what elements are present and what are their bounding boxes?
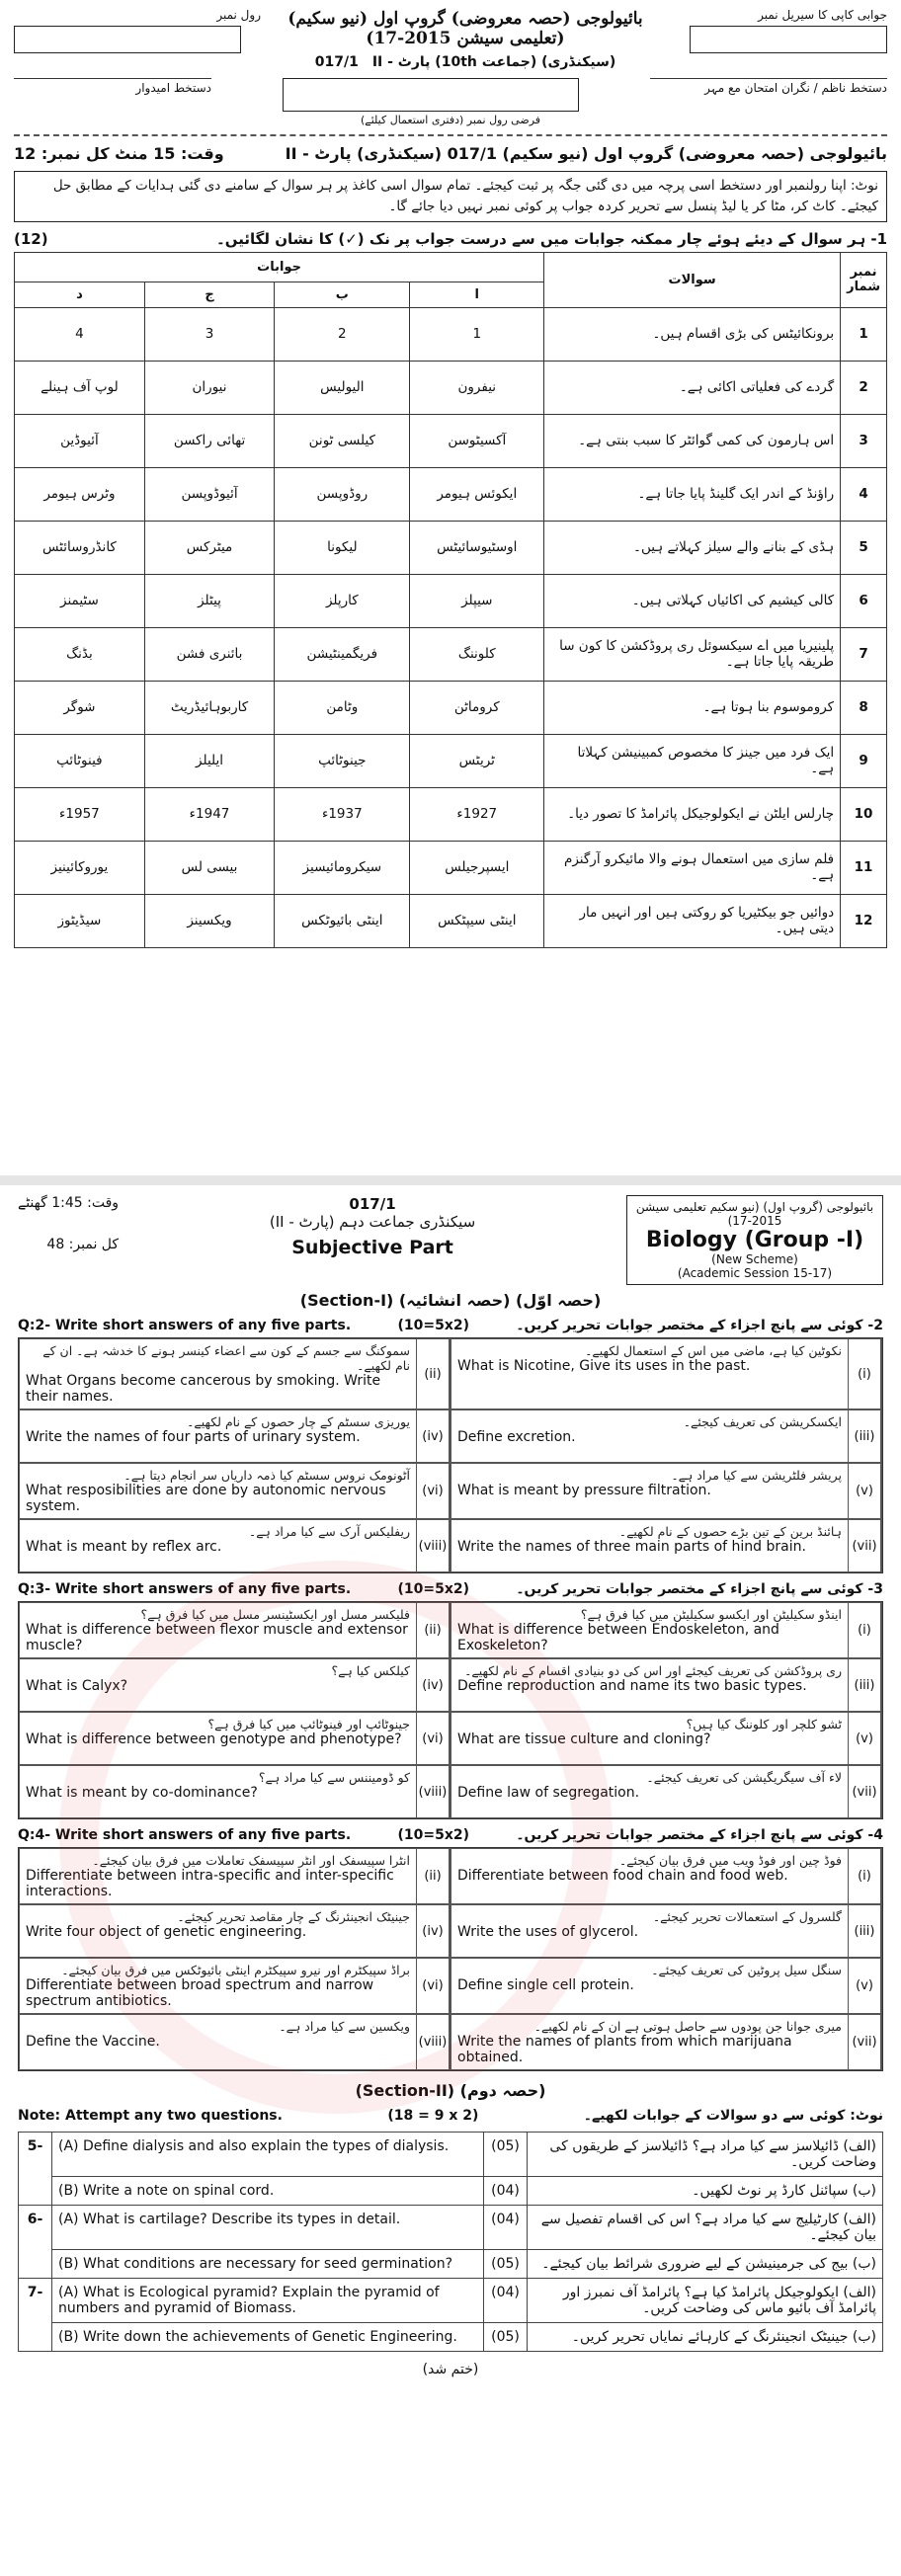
section-1-title: (Section-I) (حصہ انشائیہ) (حصہ اوّل)	[299, 1291, 602, 1310]
candidate-signature[interactable]: دستخط امیدوار	[14, 78, 211, 95]
short-question-text	[20, 1713, 416, 1764]
question-urdu: ری پروڈکشن کی تعریف کیجئے اور اس کی دو بنیادی اقسام کے نام لکھیے۔	[464, 1663, 842, 1678]
short-question-text	[20, 1766, 416, 1817]
mcq-option-b[interactable]: جینوٹائپ	[275, 734, 410, 787]
short-question-text	[20, 1905, 416, 1957]
q3-header-ur: 3- کوئی سے پانچ اجزاء کے مختصر جوابات تحریر کریں۔	[516, 1581, 883, 1597]
short-question	[19, 1338, 450, 1409]
short-question	[450, 1765, 882, 1818]
question-number: (viii)	[416, 1766, 450, 1817]
question-english: What Organs become cancerous by smoking. Write their names.	[26, 1373, 381, 1405]
short-question-text	[451, 1713, 848, 1764]
question-english: Write four object of genetic engineering.	[26, 1924, 307, 1940]
short-question	[450, 1338, 882, 1409]
q3-header-marks: (10=5x2)	[397, 1581, 470, 1597]
long-question-urdu: (ب) جینیٹک انجینئرنگ کے کارہائے نمایاں تحریر کریں۔	[528, 2323, 883, 2352]
mcq-option-b[interactable]: 2	[275, 307, 410, 361]
mcq-option-a[interactable]: اینٹی سیپٹکس	[410, 894, 544, 947]
q2-header	[18, 1318, 883, 1333]
long-questions-table	[18, 2132, 883, 2352]
subject-title: Biology (Group -I)	[645, 1228, 864, 1252]
q3-header-en: Q:3- Write short answers of any five parts.	[18, 1581, 352, 1597]
long-question-urdu: (ب) سپائنل کارڈ پر نوٹ لکھیں۔	[528, 2177, 883, 2206]
q4-header-ur: 4- کوئی سے پانچ اجزاء کے مختصر جوابات تحریر کریں۔	[516, 1827, 883, 1843]
question-english: Differentiate between broad spectrum and narrow spectrum antibiotics.	[26, 1977, 374, 2009]
mcq-option-a[interactable]: 1	[410, 307, 544, 361]
header-c: ج	[144, 282, 274, 307]
short-question-text	[20, 1339, 416, 1409]
long-question-marks: (05)	[484, 2323, 528, 2352]
question-urdu: سنگل سیل پروٹین کی تعریف کیجئے۔	[651, 1963, 842, 1977]
question-english: What is difference between Endoskeleton, and Exoskeleton?	[457, 1622, 779, 1653]
question-english: What is difference between genotype and phenotype?	[26, 1731, 402, 1747]
q1-instruction: 1- ہر سوال کے دیئے ہوئے چار ممکنہ جوابات میں سے درست جواب پر نک (✓) کا نشان لگائیں۔	[215, 229, 887, 248]
short-question-text	[451, 1410, 848, 1462]
mcq-option-b[interactable]: اینٹی بائیوٹکس	[275, 894, 410, 947]
section-2-note	[18, 2108, 883, 2124]
question-number: (v)	[848, 1464, 881, 1518]
mcq-row	[15, 467, 887, 521]
subjective-header	[18, 1195, 883, 1285]
class-line: (سیکنڈری) (جماعت 10th) پارٹ - II	[371, 54, 616, 70]
question-number: (i)	[848, 1603, 881, 1657]
mcq-number: 10	[841, 787, 887, 841]
long-question-marks: (04)	[484, 2177, 528, 2206]
question-urdu: یوریزی سسٹم کے چار حصوں کے نام لکھیے۔	[187, 1414, 410, 1429]
mcq-option-c[interactable]: ویکسینز	[144, 894, 274, 947]
question-english: Write the names of four parts of urinary system.	[26, 1429, 361, 1445]
long-question-urdu: (الف) ایکولوجیکل پائرامڈ کیا ہے؟ پائرامڈ آف نمبرز اور پائرامڈ آف بائیو ماس کی وضاحت کریں۔	[528, 2279, 883, 2323]
mcq-option-d[interactable]: سٹیمنز	[15, 574, 145, 627]
question-urdu: جینوٹائپ اور فینوٹائپ میں کیا فرق ہے؟	[207, 1717, 410, 1731]
mcq-option-c[interactable]: بیسی لس	[144, 841, 274, 894]
mcq-option-d[interactable]: فینوٹائپ	[15, 734, 145, 787]
question-urdu: کیلکس کیا ہے؟	[331, 1663, 410, 1678]
short-question	[450, 2014, 882, 2070]
mcq-option-c[interactable]: ایلیلز	[144, 734, 274, 787]
question-number: (iv)	[416, 1659, 450, 1711]
question-english: What is meant by reflex arc.	[26, 1539, 222, 1555]
paper-code: 017/1	[314, 54, 359, 70]
question-urdu: آٹونومک نروس سسٹم کیا ذمہ داریاں سر انجام دیتا ہے۔	[123, 1468, 410, 1483]
question-english: What is Calyx?	[26, 1678, 128, 1694]
short-question-text	[451, 1905, 848, 1957]
mcq-row	[15, 681, 887, 734]
question-urdu: ٹشو کلچر اور کلوننگ کیا ہیں؟	[686, 1717, 842, 1731]
mcq-question: فلم سازی میں استعمال ہونے والا مائیکرو آرگنزم ہے۔	[544, 841, 841, 894]
short-question	[19, 2014, 450, 2070]
objective-sheet	[0, 0, 901, 1185]
subject-session: (Academic Session 15-17)	[677, 1266, 833, 1280]
subjective-sheet	[0, 1185, 901, 2576]
short-question	[19, 1958, 450, 2014]
long-question-english: (A) What is Ecological pyramid? Explain the pyramid of numbers and pyramid of Biomass.	[52, 2279, 484, 2323]
question-english: Differentiate between intra-specific and inter-specific interactions.	[26, 1868, 394, 1899]
question-urdu: لاء آف سیگریگیشن کی تعریف کیجئے۔	[646, 1770, 842, 1785]
short-question-text	[451, 1603, 848, 1657]
question-number: (viii)	[416, 2015, 450, 2069]
mcq-question: ہڈی کے بنانے والے سیلز کہلاتے ہیں۔	[544, 521, 841, 574]
mcq-row	[15, 574, 887, 627]
question-number: (v)	[848, 1959, 881, 2013]
note-marks: (18 = 9 x 2)	[387, 2108, 479, 2124]
mcq-question: گردے کی فعلیاتی اکائی ہے۔	[544, 361, 841, 414]
question-urdu: کو ڈومیننس سے کیا مراد ہے؟	[258, 1770, 410, 1785]
mcq-question: چارلس ایلٹن نے ایکولوجیکل پائرامڈ کا تصور دیا۔	[544, 787, 841, 841]
long-question-row	[19, 2250, 883, 2279]
question-urdu: جینیٹک انجینئرنگ کے چار مقاصد تحریر کیجئے۔	[177, 1909, 410, 1924]
question-number: (vii)	[848, 2015, 881, 2069]
short-question	[450, 1904, 882, 1958]
short-question-text	[451, 1520, 848, 1571]
q4-header-en: Q:4- Write short answers of any five parts.	[18, 1827, 352, 1843]
question-urdu: ریفلیکس آرک سے کیا مراد ہے۔	[248, 1524, 410, 1539]
mcq-question: کالی کیشیم کی اکائیاں کہلاتی ہیں۔	[544, 574, 841, 627]
mcq-option-a[interactable]: کروماٹن	[410, 681, 544, 734]
long-question-number: 6-	[19, 2206, 52, 2279]
subject-ur: بائیولوجی (گروپ اول) (نیو سکیم تعلیمی سیشن 2015-17)	[635, 1200, 874, 1228]
mcq-option-b[interactable]: کارپلز	[275, 574, 410, 627]
short-question-text	[451, 2015, 848, 2069]
question-urdu: پریشر فلٹریشن سے کیا مراد ہے۔	[671, 1468, 842, 1483]
mcq-option-a[interactable]: ایسپرجیلس	[410, 841, 544, 894]
short-question	[450, 1463, 882, 1519]
long-question-english: (B) Write a note on spinal cord.	[52, 2177, 484, 2206]
mcq-option-d[interactable]: لوپ آف ہینلے	[15, 361, 145, 414]
cut-line	[14, 134, 887, 136]
mcq-option-b[interactable]: کیلسی ٹونن	[275, 414, 410, 467]
question-number: (viii)	[416, 1520, 450, 1571]
question-urdu: اینڈو سکیلیٹن اور ایکسو سکیلیٹن میں کیا فرق ہے؟	[580, 1607, 842, 1622]
supervisor-signature: دستخط ناظم / نگران امتحان مع مہر	[650, 78, 887, 95]
question-english: Define law of segregation.	[457, 1785, 640, 1801]
mcq-option-c[interactable]: پیٹلز	[144, 574, 274, 627]
section-2-title: (Section-II) (حصہ دوم)	[355, 2081, 546, 2100]
question-number: (i)	[848, 1339, 881, 1409]
mcq-number: 11	[841, 841, 887, 894]
long-question-row	[19, 2177, 883, 2206]
subject-box	[626, 1195, 883, 1285]
mcq-option-d[interactable]: یوروکائینیز	[15, 841, 145, 894]
mcq-option-c[interactable]: 1947ء	[144, 787, 274, 841]
long-question-urdu: (ب) بیج کی جرمینیشن کے لیے ضروری شرائط بیان کیجئے۔	[528, 2250, 883, 2279]
mcq-option-a[interactable]: اوسٹیوسائیٹس	[410, 521, 544, 574]
short-question	[450, 1958, 882, 2014]
roll-number-box[interactable]	[14, 26, 241, 53]
header-d: د	[15, 282, 145, 307]
question-number: (iv)	[416, 1905, 450, 1957]
short-question	[19, 1602, 450, 1658]
mcq-option-c[interactable]: تھائی راکسن	[144, 414, 274, 467]
mcq-option-a[interactable]: ایکوئس ہیومر	[410, 467, 544, 521]
question-english: Write the names of plants from which marijuana obtained.	[457, 2034, 792, 2065]
mcq-question: پلینیریا میں اے سیکسوئل ری پروڈکشن کا کون سا طریقہ پایا جاتا ہے۔	[544, 627, 841, 681]
mcq-number: 5	[841, 521, 887, 574]
question-urdu: فلیکسر مسل اور ایکسٹینسر مسل میں کیا فرق ہے؟	[140, 1607, 410, 1622]
question-urdu: فوڈ چین اور فوڈ ویب میں فرق بیان کیجئے۔	[618, 1853, 842, 1868]
mcq-option-a[interactable]: سیپلز	[410, 574, 544, 627]
long-question-urdu: (الف) کارٹیلیج سے کیا مراد ہے؟ اس کی اقسام تفصیل سے بیان کیجئے۔	[528, 2206, 883, 2250]
long-question-marks: (04)	[484, 2206, 528, 2250]
question-urdu: ایکسکریشن کی تعریف کیجئے۔	[683, 1414, 842, 1429]
objective-title: بائیولوجی (حصہ معروضی) گروپ اول (نیو سکیم) (تعلیمی سیشن 2015-17)	[287, 9, 643, 48]
mcq-option-a[interactable]: 1927ء	[410, 787, 544, 841]
mcq-number: 8	[841, 681, 887, 734]
mcq-option-d[interactable]: کانڈروسائٹس	[15, 521, 145, 574]
short-question-text	[20, 1849, 416, 1903]
mcq-row	[15, 414, 887, 467]
short-question	[19, 1463, 450, 1519]
question-english: Define excretion.	[457, 1429, 576, 1445]
mcq-row	[15, 841, 887, 894]
question-english: What resposibilities are done by autonomic nervous system.	[26, 1483, 386, 1514]
q2-header-en: Q:2- Write short answers of any five parts.	[18, 1318, 352, 1333]
mcq-option-b[interactable]: روڈوپسن	[275, 467, 410, 521]
serial-number-label: جوابی کاپی کا سیریل نمبر	[758, 8, 887, 22]
mcq-question: دوائیں جو بیکٹیریا کو روکتی ہیں اور انہیں مار دیتی ہیں۔	[544, 894, 841, 947]
mcq-number: 7	[841, 627, 887, 681]
short-question-text	[451, 1659, 848, 1711]
mcq-option-c[interactable]: بائنری فشن	[144, 627, 274, 681]
question-english: What is meant by co-dominance?	[26, 1785, 258, 1801]
q2-header-ur: 2- کوئی سے پانچ اجزاء کے مختصر جوابات تحریر کریں۔	[516, 1318, 883, 1333]
mcq-question: کروموسوم بنا ہوتا ہے۔	[544, 681, 841, 734]
mcq-row	[15, 307, 887, 361]
long-question-row	[19, 2279, 883, 2323]
mcq-row	[15, 894, 887, 947]
end-marker: (ختم شد)	[422, 2362, 479, 2377]
mcq-option-b[interactable]: وٹامن	[275, 681, 410, 734]
question-english: Write the uses of glycerol.	[457, 1924, 639, 1940]
short-question	[450, 1602, 882, 1658]
mcq-option-c[interactable]: 3	[144, 307, 274, 361]
short-question	[19, 1765, 450, 1818]
mcq-number: 1	[841, 307, 887, 361]
q2-header-marks: (10=5x2)	[397, 1318, 470, 1333]
question-urdu: براڈ سپیکٹرم اور نیرو سپیکٹرم اینٹی بائیوٹکس میں فرق بیان کیجئے۔	[61, 1963, 410, 1977]
question-urdu: انٹرا سپیسفک اور انٹر سپیسفک تعاملات میں فرق بیان کیجئے۔	[92, 1853, 410, 1868]
mcq-option-d[interactable]: 1957ء	[15, 787, 145, 841]
instructions: نوٹ: اپنا رولنمبر اور دستخط اسی پرچہ میں دی گئی جگہ پر ثبت کیجئے۔ تمام سوال اسی کاغذ پر ہر سوال کے سامنے دی گئی ہدایات کے مطابق حل کیجئے۔ کاٹ کر، مٹا کر یا لیڈ پنسل سے تحریر کردہ جواب پر کوئی نمبر نہیں دیا جائے گا۔	[14, 171, 887, 222]
objective-header	[14, 8, 887, 70]
long-question-english: (A) What is cartilage? Describe its types in detail.	[52, 2206, 484, 2250]
question-number: (vi)	[416, 1959, 450, 2013]
q3-grid	[18, 1601, 883, 1819]
question-number: (iv)	[416, 1410, 450, 1462]
question-number: (vi)	[416, 1713, 450, 1764]
mcq-option-a[interactable]: نیفرون	[410, 361, 544, 414]
question-english: Write the names of three main parts of hind brain.	[457, 1539, 806, 1555]
mcq-option-b[interactable]: 1937ء	[275, 787, 410, 841]
question-english: What is Nicotine, Give its uses in the past.	[457, 1358, 751, 1374]
long-question-english: (B) Write down the achievements of Genetic Engineering.	[52, 2323, 484, 2352]
mcq-option-d[interactable]: سیڈیٹوز	[15, 894, 145, 947]
long-question-row	[19, 2206, 883, 2250]
question-number: (iii)	[848, 1659, 881, 1711]
short-question-text	[20, 1603, 416, 1657]
question-number: (ii)	[416, 1849, 450, 1903]
mcq-option-c[interactable]: میٹرکس	[144, 521, 274, 574]
long-question-marks: (05)	[484, 2133, 528, 2177]
q4-grid	[18, 1847, 883, 2071]
header-b: ب	[275, 282, 410, 307]
short-question	[19, 1409, 450, 1463]
q1-marks: (12)	[14, 229, 48, 248]
short-question-text	[20, 1659, 416, 1711]
short-question-text	[20, 1464, 416, 1518]
subjective-code: 017/1	[349, 1195, 396, 1213]
mcq-option-a[interactable]: کلوننگ	[410, 627, 544, 681]
mcq-option-a[interactable]: ٹریٹس	[410, 734, 544, 787]
long-question-english: (A) Define dialysis and also explain the types of dialysis.	[52, 2133, 484, 2177]
objective-subheader	[14, 144, 887, 163]
q4-header	[18, 1827, 883, 1843]
q1-header	[14, 230, 887, 248]
short-question	[450, 1712, 882, 1765]
question-urdu: نکوٹین کیا ہے، ماضی میں اس کے استعمال لکھیے۔	[585, 1343, 842, 1358]
mcq-table	[14, 252, 887, 948]
fake-roll-box	[283, 78, 579, 112]
question-number: (ii)	[416, 1339, 450, 1409]
header-a: ا	[410, 282, 544, 307]
long-question-marks: (05)	[484, 2250, 528, 2279]
question-number: (iii)	[848, 1410, 881, 1462]
mcq-option-d[interactable]: آئیوڈین	[15, 414, 145, 467]
question-urdu: ہائنڈ برین کے تین بڑے حصوں کے نام لکھیے۔	[618, 1524, 842, 1539]
mcq-number: 6	[841, 574, 887, 627]
serial-number-box[interactable]	[690, 26, 887, 53]
short-question-text	[451, 1464, 848, 1518]
short-question	[19, 1658, 450, 1712]
question-urdu: ویکسین سے کیا مراد ہے۔	[279, 2019, 410, 2034]
question-number: (i)	[848, 1849, 881, 1903]
short-question	[450, 1519, 882, 1572]
subjective-total: کل نمبر: 48	[46, 1237, 120, 1252]
question-urdu: گلسرول کے استعمالات تحریر کیجئے۔	[652, 1909, 842, 1924]
note-ur: نوٹ: کوئی سے دو سوالات کے جوابات لکھیے۔	[583, 2108, 883, 2124]
mcq-row	[15, 734, 887, 787]
mcq-number: 2	[841, 361, 887, 414]
subheader-title: بائیولوجی (حصہ معروضی) گروپ اول (نیو سکیم) 017/1 (سیکنڈری) پارٹ - II	[285, 144, 887, 163]
long-question-row	[19, 2133, 883, 2177]
question-number: (iii)	[848, 1905, 881, 1957]
header-answers: جوابات	[15, 252, 544, 282]
mcq-option-c[interactable]: کاربوہائیڈریٹ	[144, 681, 274, 734]
short-question	[19, 1519, 450, 1572]
short-question-text	[451, 1339, 848, 1409]
q2-grid	[18, 1337, 883, 1573]
question-urdu: میری جوانا جن پودوں سے حاصل ہوتی ہے ان کے نام لکھیے۔	[533, 2019, 842, 2034]
short-question-text	[20, 1410, 416, 1462]
short-question-text	[20, 1520, 416, 1571]
header-question: سوالات	[544, 252, 841, 307]
subjective-class: سیکنڈری جماعت دہم (پارٹ - II)	[269, 1213, 476, 1231]
mcq-option-d[interactable]: 4	[15, 307, 145, 361]
short-question-text	[20, 2015, 416, 2069]
roll-number-label: رول نمبر	[216, 8, 261, 22]
mcq-option-d[interactable]: بڈنگ	[15, 627, 145, 681]
question-english: Define reproduction and name its two basic types.	[457, 1678, 807, 1694]
subject-scheme: (New Scheme)	[711, 1252, 798, 1266]
long-question-english: (B) What conditions are necessary for seed germination?	[52, 2250, 484, 2279]
question-english: What is meant by pressure filtration.	[457, 1483, 711, 1498]
question-english: What are tissue culture and cloning?	[457, 1731, 711, 1747]
mcq-option-c[interactable]: آئیوڈوپسن	[144, 467, 274, 521]
mcq-question: برونکائیٹس کی بڑی اقسام ہیں۔	[544, 307, 841, 361]
short-question	[450, 1658, 882, 1712]
header-num: نمبر شمار	[841, 252, 887, 307]
mcq-option-a[interactable]: آکسیٹوسن	[410, 414, 544, 467]
mcq-option-b[interactable]: لیکونا	[275, 521, 410, 574]
question-number: (vi)	[416, 1464, 450, 1518]
mcq-row	[15, 787, 887, 841]
question-english: What is difference between flexor muscle and extensor muscle?	[26, 1622, 408, 1653]
note-en: Note: Attempt any two questions.	[18, 2108, 283, 2124]
short-question	[450, 1848, 882, 1904]
sheet-separator	[0, 1175, 901, 1185]
mcq-number: 12	[841, 894, 887, 947]
question-number: (ii)	[416, 1603, 450, 1657]
long-question-number: 5-	[19, 2133, 52, 2206]
fake-roll-label: فرضی رول نمبر (دفتری استعمال کیلئے)	[360, 114, 541, 126]
question-english: Differentiate between food chain and food web.	[457, 1868, 788, 1884]
time-marks: وقت: 15 منٹ کل نمبر: 12	[14, 144, 224, 163]
long-question-marks: (04)	[484, 2279, 528, 2323]
mcq-number: 4	[841, 467, 887, 521]
long-question-urdu: (الف) ڈائیلاسز سے کیا مراد ہے؟ ڈائیلاسز کے طریقوں کی وضاحت کریں۔	[528, 2133, 883, 2177]
question-number: (v)	[848, 1713, 881, 1764]
question-english: Define the Vaccine.	[26, 2034, 160, 2050]
short-question	[19, 1848, 450, 1904]
mcq-option-b[interactable]: سیکرومائیسیز	[275, 841, 410, 894]
short-question-text	[20, 1959, 416, 2013]
question-number: (vii)	[848, 1520, 881, 1571]
mcq-row	[15, 627, 887, 681]
mcq-option-b[interactable]: فریگمینٹیشن	[275, 627, 410, 681]
short-question-text	[451, 1849, 848, 1903]
mcq-option-d[interactable]: وٹرس ہیومر	[15, 467, 145, 521]
mcq-number: 3	[841, 414, 887, 467]
mcq-option-d[interactable]: شوگر	[15, 681, 145, 734]
mcq-number: 9	[841, 734, 887, 787]
mcq-option-c[interactable]: نیوران	[144, 361, 274, 414]
short-question	[19, 1712, 450, 1765]
long-question-number: 7-	[19, 2279, 52, 2352]
mcq-row	[15, 521, 887, 574]
mcq-option-b[interactable]: الیولیس	[275, 361, 410, 414]
short-question-text	[451, 1766, 848, 1817]
question-number: (vii)	[848, 1766, 881, 1817]
q3-header	[18, 1581, 883, 1597]
long-question-row	[19, 2323, 883, 2352]
mcq-question: راؤنڈ کے اندر ایک گلینڈ پایا جاتا ہے۔	[544, 467, 841, 521]
question-urdu: سموکنگ سے جسم کے کون سے اعضاء کینسر ہونے کا خدشہ ہے۔ ان کے نام لکھیے۔	[42, 1343, 410, 1373]
short-question	[19, 1904, 450, 1958]
mcq-row	[15, 361, 887, 414]
question-english: Define single cell protein.	[457, 1977, 634, 1993]
mcq-question: ایک فرد میں جینز کا مخصوص کمبینیشن کہلاتا ہے۔	[544, 734, 841, 787]
q4-header-marks: (10=5x2)	[397, 1827, 470, 1843]
short-question	[450, 1409, 882, 1463]
subjective-part-title: Subjective Part	[291, 1237, 453, 1258]
mcq-question: اس ہارمون کی کمی گوائٹر کا سبب بنتی ہے۔	[544, 414, 841, 467]
short-question-text	[451, 1959, 848, 2013]
subjective-time: وقت: 1:45 گھنٹے	[18, 1195, 120, 1211]
